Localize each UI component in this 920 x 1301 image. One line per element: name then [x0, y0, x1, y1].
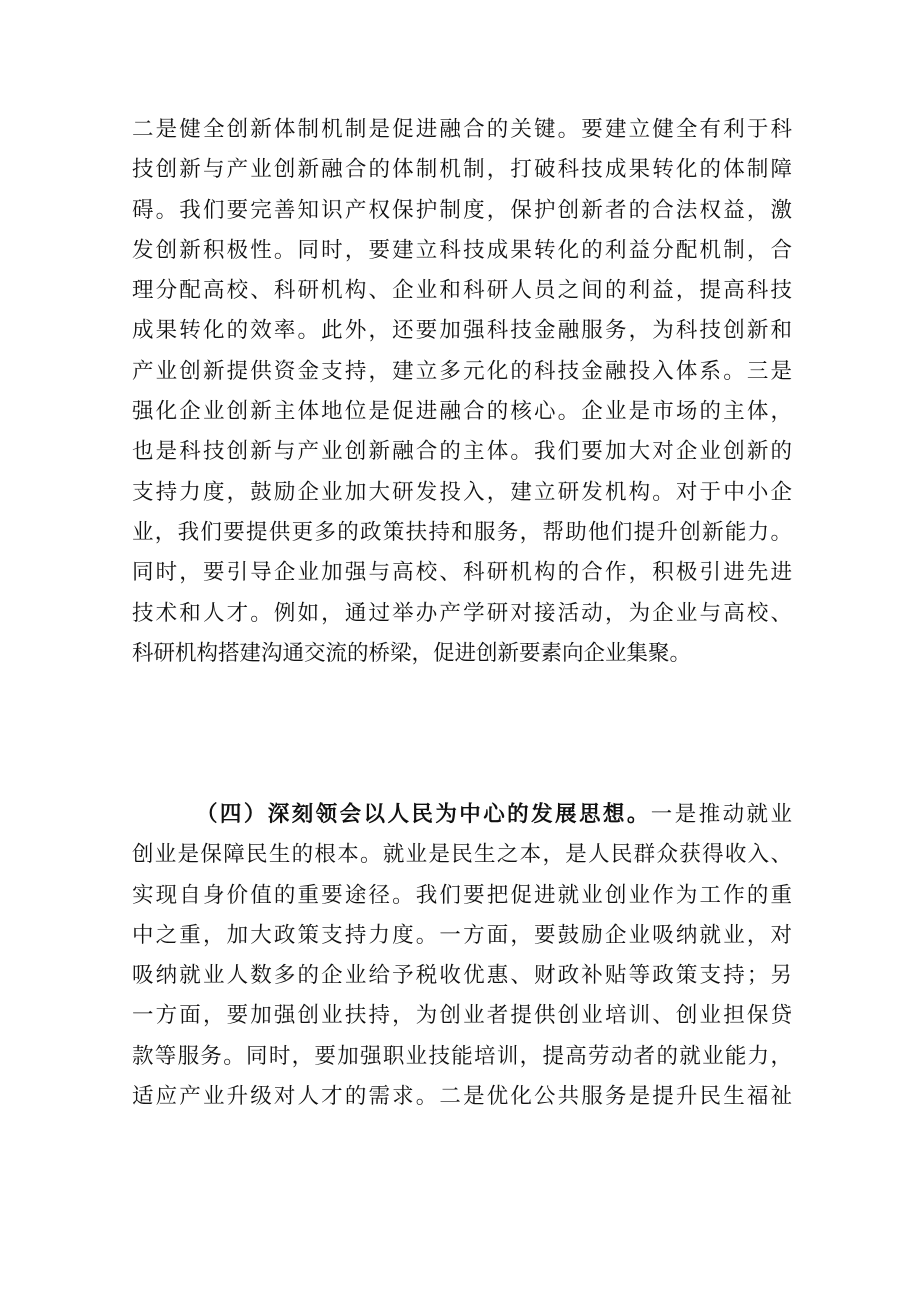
body-paragraph-people-centered [132, 795, 792, 1117]
paragraph-line: 技术和人才。例如，通过举办产学研对接活动，为企业与高校、 [132, 600, 792, 626]
paragraph-line: 成果转化的效率。此外，还要加强科技金融服务，为科技创新和 [132, 318, 792, 344]
paragraph-line: 中之重，加大政策支持力度。一方面，要鼓励企业吸纳就业，对 [132, 922, 792, 948]
paragraph-line: 业，我们要提供更多的政策扶持和服务，帮助他们提升创新能力。 [132, 519, 792, 545]
paragraph-line: 产业创新提供资金支持，建立多元化的科技金融投入体系。三是 [132, 358, 792, 384]
paragraph-line: 创业是保障民生的根本。就业是民生之本，是人民群众获得收入、 [132, 842, 792, 868]
paragraph-line: 支持力度，鼓励企业加大研发投入，建立研发机构。对于中小企 [132, 479, 792, 505]
paragraph-line: 科研机构搭建沟通交流的桥梁，促进创新要素向企业集聚。 [132, 640, 692, 666]
paragraph-line: 碍。我们要完善知识产权保护制度，保护创新者的合法权益，激 [132, 197, 792, 223]
paragraph-line: 吸纳就业人数多的企业给予税收优惠、财政补贴等政策支持；另 [132, 963, 792, 989]
paragraph-line: 强化企业创新主体地位是促进融合的核心。企业是市场的主体， [132, 399, 792, 425]
section-heading: （四）深刻领会以人民为中心的发展思想。 [196, 802, 651, 827]
paragraph-line: 理分配高校、科研机构、企业和科研人员之间的利益，提高科技 [132, 278, 792, 304]
paragraph-line: 同时，要引导企业加强与高校、科研机构的合作，积极引进先进 [132, 560, 792, 586]
paragraph-line: 二是健全创新体制机制是促进融合的关键。要建立健全有利于科 [132, 117, 792, 142]
paragraph-line: 适应产业升级对人才的需求。二是优化公共服务是提升民生福祉 [132, 1084, 792, 1110]
paragraph-line: 款等服务。同时，要加强职业技能培训，提高劳动者的就业能力， [132, 1043, 792, 1069]
paragraph-line-rest: 一是推动就业 [650, 802, 792, 827]
paragraph-line: 技创新与产业创新融合的体制机制，打破科技成果转化的体制障 [132, 157, 792, 183]
paragraph-line: 也是科技创新与产业创新融合的主体。我们要加大对企业创新的 [132, 439, 792, 465]
paragraph-first-line [132, 795, 792, 835]
paragraph-line: 发创新积极性。同时，要建立科技成果转化的利益分配机制，合 [132, 237, 792, 263]
paragraph-line: 实现自身价值的重要途径。我们要把促进就业创业作为工作的重 [132, 882, 792, 908]
paragraph-line: 一方面，要加强创业扶持，为创业者提供创业培训、创业担保贷 [132, 1003, 792, 1029]
body-paragraph-innovation-mechanism [132, 110, 792, 674]
